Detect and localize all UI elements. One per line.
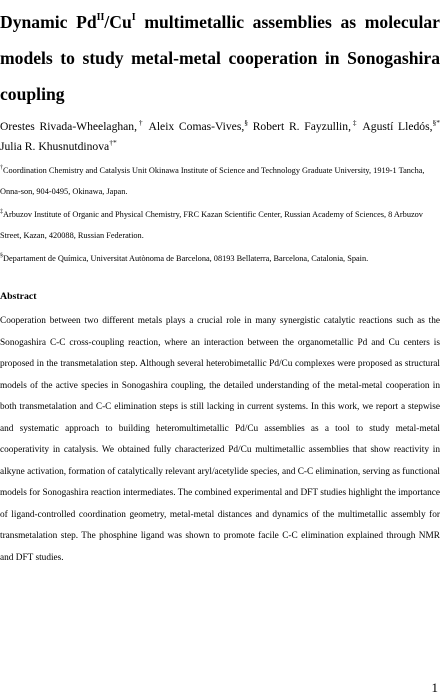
paper-title (0, 4, 440, 112)
affiliation-mark: § (0, 253, 3, 259)
page-number: 1 (431, 680, 438, 695)
title-superscript-1: II (96, 12, 105, 23)
affiliation-mark: ‡ (0, 209, 3, 215)
author-list (0, 117, 440, 157)
affiliation-text: Coordination Chemistry and Catalysis Unit Okinawa Institute of Science and Technology Graduate University, 1919-1 Tancha, Onna-son, 904-0495, Okinawa, Japan. (0, 166, 425, 196)
affiliation-entry (0, 204, 440, 246)
affiliation-text: Arbuzov Institute of Organic and Physical Chemistry, FRC Kazan Scientific Center, Russian Academy of Sciences, 8 Arbuzov Street, Kazan, 420088, Russian Federation. (0, 210, 423, 240)
author-affiliation-mark: †* (109, 138, 117, 147)
author-name: Julia R. Khusnutdinova (0, 140, 110, 153)
title-text-1: Dynamic Pd (0, 12, 97, 32)
abstract-body: Cooperation between two different metals plays a crucial role in many synergistic catalytic reactions such as the Sonogashira C-C cross-coupling reaction, where an interaction between the organometallic Pd and Cu centers is proposed in the transmetalation step. Although several heterobimetallic Pd/Cu complexes were proposed as structural models of the active species in Sonogashira coupling, the detailed understanding of the metal-metal cooperation in both transmetalation and C-C elimination steps is still lacking in current systems. In this work, we report a stepwise and systematic approach to building heteromultimetallic Pd/Cu assemblies as a tool to study metal-metal cooperativity in catalysis. We obtained fully characterized Pd/Cu multimetallic assemblies that show reactivity in alkyne activation, formation of catalytically relevant aryl/acetylide species, and C-C elimination, serving as functional models for Sonogashira reaction intermediates. The combined experimental and DFT studies highlight the importance of ligand-controlled coordination geometry, metal-metal distances and dynamics of the multimetallic assembly for transmetalation step. The phosphine ligand was shown to promote facile C-C elimination explained through NMR and DFT studies. (0, 316, 440, 564)
affiliation-entry (0, 248, 440, 269)
title-text-3: multimetallic assemblies as molecular models to study metal-metal cooperation in Sonogashira coupling (0, 12, 440, 104)
author-name: Orestes Rivada-Wheelaghan, (0, 120, 138, 133)
affiliation-text: Departament de Química, Universitat Autònoma de Barcelona, 08193 Bellaterra, Barcelona, Catalonia, Spain. (3, 254, 369, 263)
author-affiliation-mark: § (244, 118, 248, 127)
abstract-heading: Abstract (0, 291, 37, 302)
affiliation-entry (0, 160, 440, 202)
author-affiliation-mark: † (137, 118, 145, 127)
author-affiliation-mark: ‡ (350, 118, 359, 127)
affiliation-list (0, 160, 440, 271)
author-name: Robert R. Fayzullin, (252, 120, 351, 133)
title-text-2: /Cu (104, 12, 132, 32)
author-name: Agustí Lledós, (362, 120, 433, 133)
title-superscript-2: I (131, 12, 136, 23)
author-affiliation-mark: §* (432, 118, 440, 127)
author-name: Aleix Comas-Vives, (148, 120, 245, 133)
affiliation-mark: † (0, 165, 3, 171)
